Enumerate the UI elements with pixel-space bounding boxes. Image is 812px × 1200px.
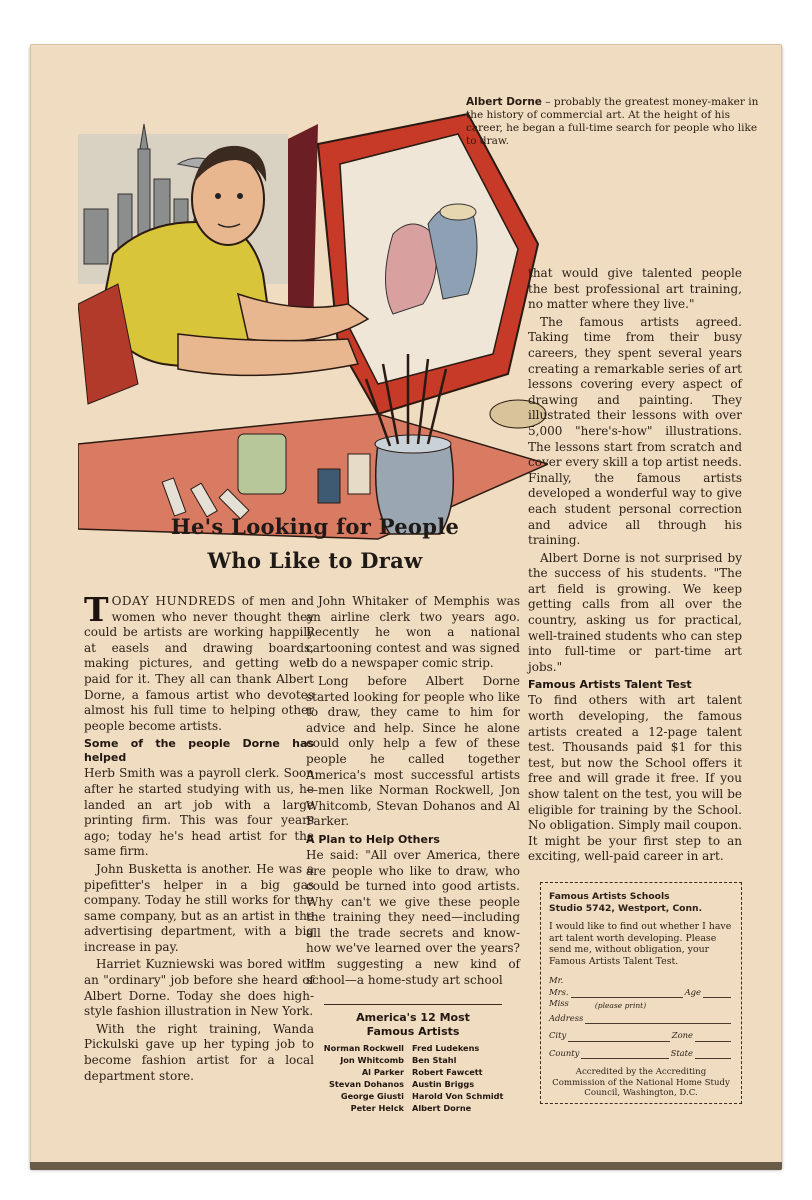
artist-name: George Giusti [340,1091,404,1101]
age-input-line[interactable] [703,987,731,998]
mail-coupon[interactable] [540,882,742,1104]
zone-label: Zone [671,1030,693,1040]
page-bottom-edge [30,1162,782,1170]
albert-dorne-illustration [78,84,548,544]
accreditation-note: Accredited by the Accrediting Commission of the National Home Study Council, Washington, D.C. [552,1067,730,1098]
headline [90,510,540,578]
age-label: Age [684,986,701,997]
artist-name: Peter Helck [350,1103,404,1113]
paragraph: John Busketta is another. He was a pipefitter's helper in a big gas company. Today he still works for the same company, but as an artist in the advertising department, with a big increase in pay. [84,861,314,954]
artist-name: Harold Von Schmidt [412,1091,504,1101]
list-item [306,1102,526,1114]
paragraph: He said: "All over America, there are people who like to draw, who could be turned into good artists. Why can't we give these people the training they need—including all the trade secrets and know-how we've learned over the years? I'm suggesting a new kind of school—a home-study art school [306,847,520,987]
list-item [306,1078,526,1090]
artist-name: Robert Fawcett [412,1067,483,1077]
comic-back-cover [30,44,782,1168]
county-label: County [549,1047,580,1058]
paragraph: The famous artists agreed. Taking time from their busy careers, they spent several years creating a remarkable series of art lessons covering every aspect of drawing and painting. They illustrated their lessons with over 5,000 "here's-how" illustrations. The lessons start from scratch and cover every skill a top artist needs. Finally, the famous artists developed a wonderful way to give each student personal correction and advice all through his training. [528,314,742,548]
artists-list-title [324,1004,502,1039]
county-input-line[interactable] [581,1048,668,1059]
artist-name: Austin Briggs [412,1079,475,1089]
column-1 [84,590,314,1086]
paragraph: Herb Smith was a payroll clerk. Soon after he started studying with us, he landed an art job with a large printing firm. This was four years ago; today he's head artist for the same firm. [84,766,314,859]
city-input-line[interactable] [568,1031,670,1042]
paragraph: With the right training, Wanda Pickulski gave up her typing job to become fashion artist for a local department store. [84,1021,314,1083]
artist-name: Norman Rockwell [323,1043,404,1053]
headline-line-1: He's Looking for People [170,514,460,539]
section-heading-helped: Some of the people Dorne has helped [84,737,314,765]
illustration-caption [466,96,766,148]
paragraph: John Whitaker of Memphis was an airline clerk two years ago. Recently he won a national cartooning contest and was signed to do a newspaper comic strip. [306,594,520,671]
title-mr-label: Mr. [549,975,564,985]
drop-cap: T [84,590,109,629]
coupon-name-field[interactable] [549,987,733,999]
list-item [306,1054,526,1066]
address-input-line[interactable] [585,1013,731,1024]
coupon-miss-row [549,998,733,1010]
print-hint: (please print) [594,1000,647,1010]
title-mrs-label: Mrs. [549,986,569,997]
artist-name: Fred Ludekens [412,1043,480,1053]
section-heading-talent-test: Famous Artists Talent Test [528,678,692,692]
zone-input-line[interactable] [695,1031,731,1042]
name-input-line[interactable] [571,987,683,998]
column-3 [528,266,742,867]
artists-title-line-1: America's 12 Most [356,1011,470,1024]
list-item [306,1066,526,1078]
coupon-message: I would like to find out whether I have art talent worth developing. Please send me, without obligation, your Famous Artists Talent Test. [549,921,732,967]
column-2 [306,594,520,990]
artists-list [306,1042,526,1114]
title-miss-label: Miss [549,998,569,1008]
paragraph: Harriet Kuzniewski was bored with an "ordinary" job before she heard of Albert Dorne. Today she does high-style fashion illustration in New York. [84,957,314,1019]
paragraph: Long before Albert Dorne started looking for people who like to draw, they came to him for advice and help. Since he alone could only help a few of these people he called together America's most successful artists —men like Norman Rockwell, Jon Whitcomb, Stevan Dohanos and Al Parker. [306,673,520,829]
artist-name: Al Parker [361,1067,404,1077]
artist-name: Ben Stahl [412,1055,457,1065]
city-label: City [549,1030,567,1040]
state-label: State [670,1047,693,1058]
intro-paragraph [84,590,314,734]
artists-title-line-2: Famous Artists [366,1025,460,1038]
coupon-county-field[interactable] [549,1048,733,1060]
artist-name: Albert Dorne [412,1103,472,1113]
coupon-address-field[interactable] [549,1013,733,1025]
caption-text: – probably the greatest money-maker in the history of commercial art. At the height of his career, he began a full-time search for people who like to draw. [466,96,759,147]
coupon-studio-address: Studio 5742, Westport, Conn. [549,903,703,914]
lead-caps: ODAY HUNDREDS [111,594,236,608]
section-heading-plan: A Plan to Help Others [306,832,440,846]
coupon-name-row [549,975,733,987]
artist-name: Stevan Dohanos [328,1079,404,1089]
state-input-line[interactable] [695,1048,731,1059]
coupon-city-field[interactable] [549,1030,733,1042]
intro-text: of men and women who never thought they could be artists are working happily at easels and drawing boards, making pictures, and getting well paid for it. They all can thank Albert Dorne, a famous artist who devotes almost his full time to helping other people become artists. [84,594,314,733]
list-item [306,1042,526,1054]
paragraph: To find others with art talent worth developing, the famous artists created a 12-page talent test. Thousands paid $1 for this test, but now the School offers it free and will grade it free. If you show talent on the test, you will be eligible for training by the School. No obligation. Simply mail coupon. It might be your first step to an exciting, well-paid career in art. [528,693,742,864]
artist-name: Jon Whitcomb [340,1055,404,1065]
headline-line-2: Who Like to Draw [207,548,423,573]
list-item [306,1090,526,1102]
paragraph: that would give talented people the best professional art training, no matter where they live." [528,266,742,312]
coupon-school-name: Famous Artists Schools [549,891,670,902]
address-label: Address [549,1012,584,1023]
caption-name: Albert Dorne [466,96,542,108]
paragraph: Albert Dorne is not surprised by the success of his students. "The art field is growing. We keep getting calls from all over the country, asking us for practical, well-trained students who can step into full-time or part-time art jobs." [528,550,742,674]
